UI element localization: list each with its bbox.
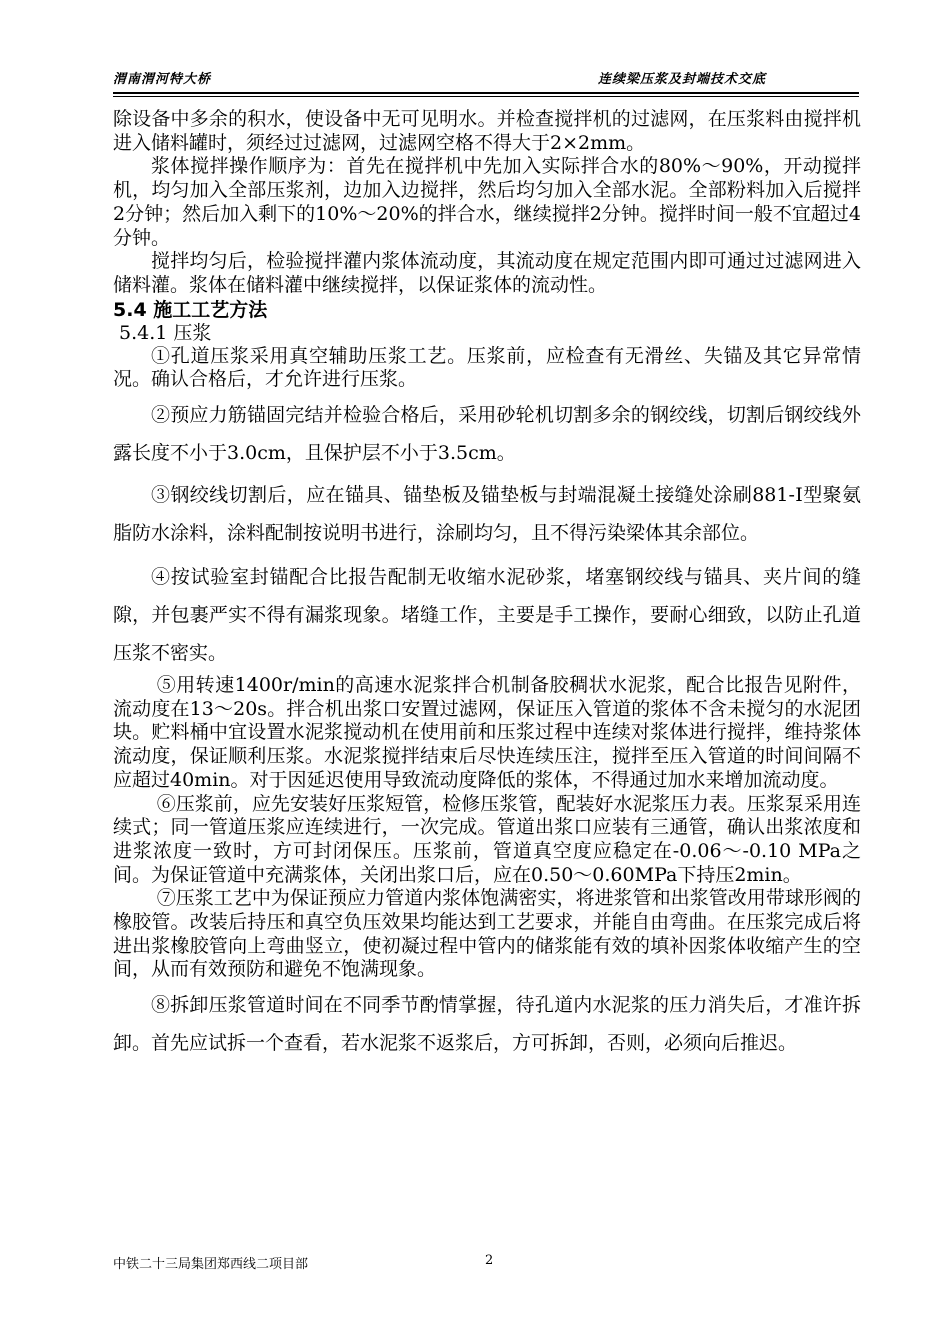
page-number: 2 (485, 1253, 494, 1268)
paragraph-mixing-order: 浆体搅拌操作顺序为：首先在搅拌机中先加入实际拌合水的80%～90%，开动搅拌机，均匀加入全部压浆剂，边加入边搅拌，然后均匀加入全部水泥。全部粉料加入后搅拌2分钟；然后加入剩下的10%～20%的拌合水，继续搅拌2分钟。搅拌时间一般不宜超过4分钟。 (113, 155, 861, 249)
section-heading: 5.4 施工工艺方法 (113, 298, 268, 321)
list-item-7: ⑦压浆工艺中为保证预应力管道内浆体饱满密实，将进浆管和出浆管改用带球形阀的橡胶管。改装后持压和真空负压效果均能达到工艺要求，并能自由弯曲。在压浆完成后将进出浆橡胶管向上弯曲竖立，使初凝过程中管内的储浆能有效的填补因浆体收缩产生的空间，从而有效预防和避免不饱满现象。 (113, 887, 861, 981)
header-project-name: 渭南渭河特大桥 (113, 72, 212, 87)
list-item-4: ④按试验室封锚配合比报告配制无收缩水泥砂浆，堵塞钢绞线与锚具、夹片间的缝隙，并包裹严实不得有漏浆现象。堵缝工作，主要是手工操作，要耐心细致，以防止孔道压浆不密实。 (113, 566, 861, 665)
list-item-1: ①孔道压浆采用真空辅助压浆工艺。压浆前，应检查有无滑丝、失锚及其它异常情况。确认合格后，才允许进行压浆。 (113, 344, 861, 391)
header-rule (113, 92, 859, 94)
document-body (113, 108, 861, 1062)
header-rule-thin (113, 96, 859, 97)
paragraph-continued: 除设备中多余的积水，使设备中无可见明水。并检查搅拌机的过滤网，在压浆料由搅拌机进入储料罐时，须经过过滤网，过滤网空格不得大于2×2mm。 (113, 108, 861, 154)
list-item-2: ②预应力筋锚固完结并检验合格后，采用砂轮机切割多余的钢绞线，切割后钢绞线外露长度不小于3.0cm，且保护层不小于3.5cm。 (113, 404, 861, 465)
footer-organization: 中铁二十三局集团郑西线二项目部 (113, 1257, 309, 1272)
list-item-8: ⑧拆卸压浆管道时间在不同季节酌情掌握，待孔道内水泥浆的压力消失后，才准许拆卸。首先应试拆一个查看，若水泥浆不返浆后，方可拆卸，否则，必须向后推迟。 (113, 994, 861, 1055)
list-item-6: ⑥压浆前，应先安装好压浆短管，检修压浆管，配装好水泥浆压力表。压浆泵采用连续式；同一管道压浆应连续进行，一次完成。管道出浆口应装有三通管，确认出浆浓度和进浆浓度一致时，方可封闭保压。压浆前，管道真空度应稳定在-0.06～-0.10 MPa之间。为保证管道中充满浆体，关闭出浆口后，应在0.50～0.60MPa下持压2min。 (113, 792, 861, 886)
list-item-3: ③钢绞线切割后，应在锚具、锚垫板及锚垫板与封端混凝土接缝处涂刷881-Ⅰ型聚氨脂防水涂料，涂料配制按说明书进行，涂刷均匀，且不得污染梁体其余部位。 (113, 484, 861, 545)
header-document-title: 连续梁压浆及封端技术交底 (598, 72, 767, 87)
paragraph-after-mixing: 搅拌均匀后，检验搅拌灌内浆体流动度，其流动度在规定范围内即可通过过滤网进入储料灌。浆体在储料灌中继续搅拌，以保证浆体的流动性。 (113, 250, 861, 296)
subsection-heading: 5.4.1 压浆 (119, 321, 212, 344)
list-item-5: ⑤用转速1400r/min的高速水泥浆拌合机制备胶稠状水泥浆，配合比报告见附件，流动度在13～20s。拌合机出浆口安置过滤网，保证压入管道的浆体不含未搅匀的水泥团块。贮料桶中宜设置水泥浆搅动机在使用前和压浆过程中连续对浆体进行搅拌，维持浆体流动度，保证顺利压浆。水泥浆搅拌结束后尽快连续压注，搅拌至压入管道的时间间隔不应超过40min。对于因延迟使用导致流动度降低的浆体，不得通过加水来增加流动度。 (113, 674, 861, 791)
